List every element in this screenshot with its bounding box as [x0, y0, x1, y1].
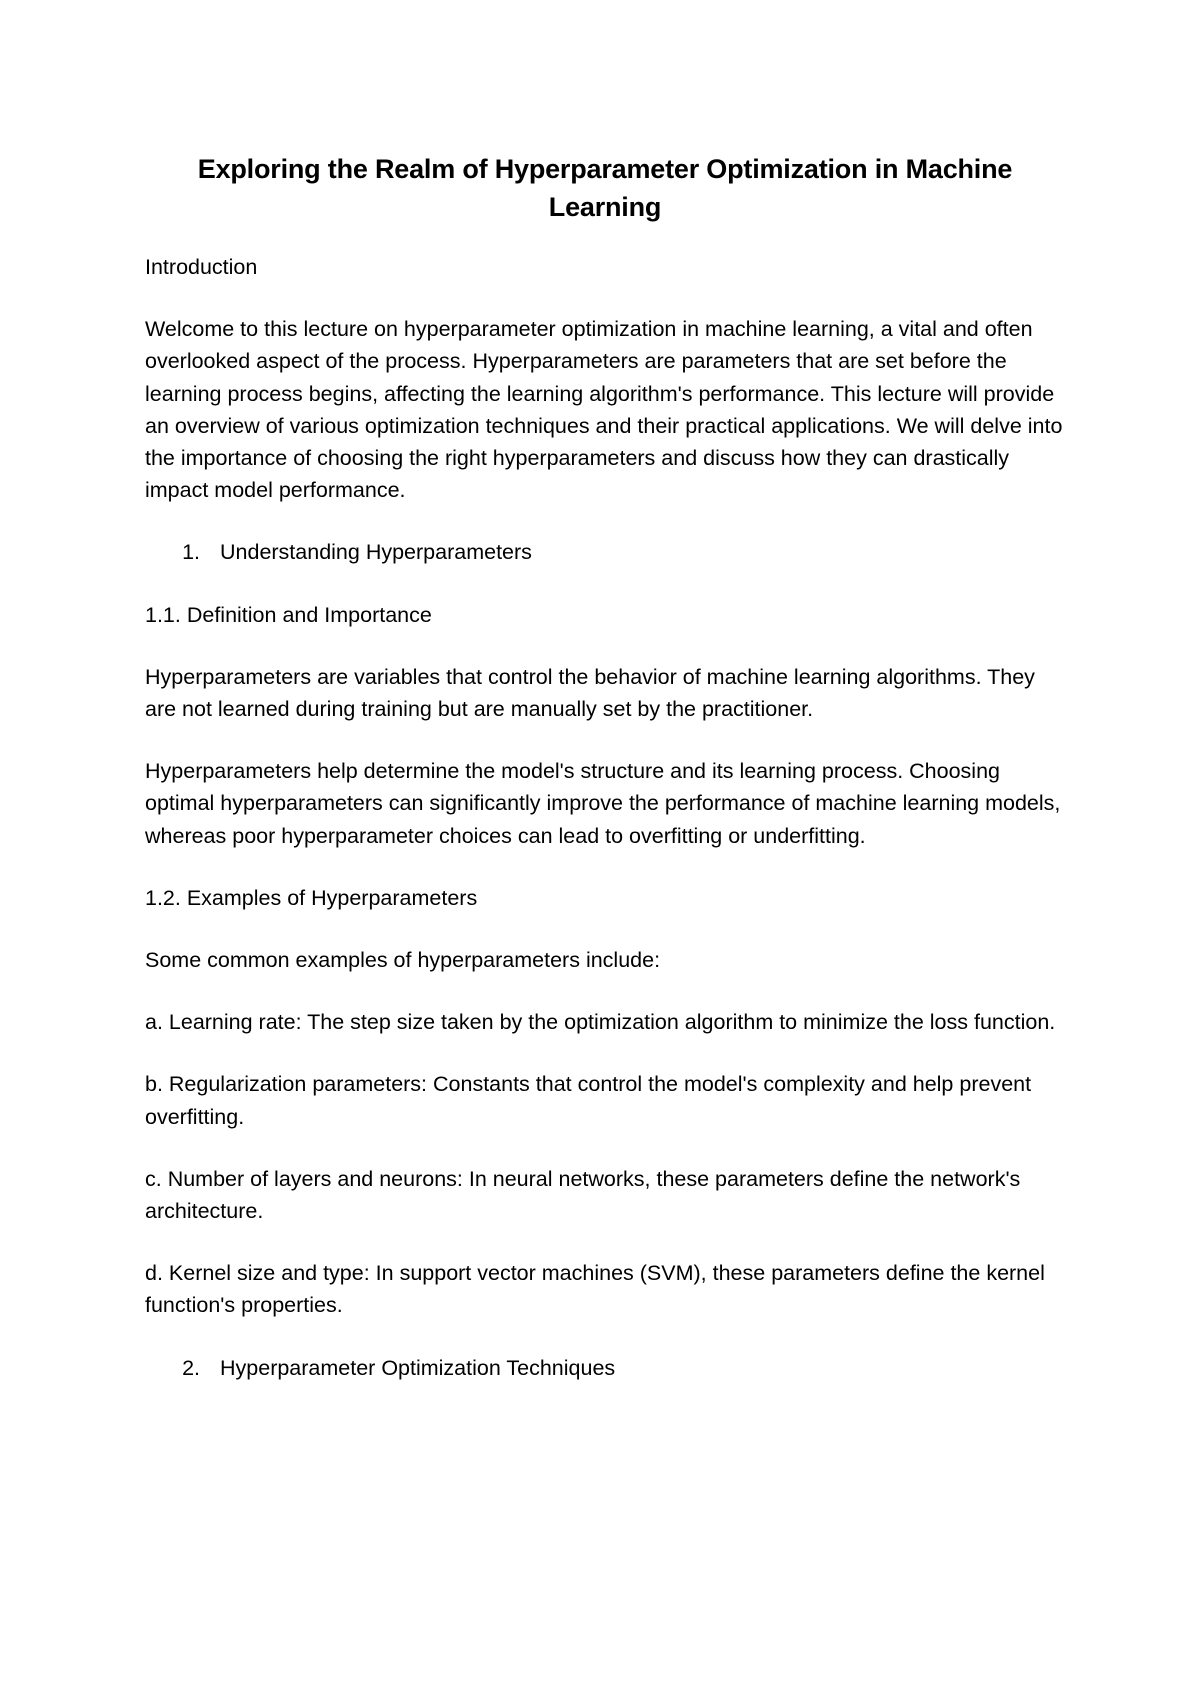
subsection-1-1-paragraph-1: Hyperparameters are variables that control the behavior of machine learning algorithms. They are not learned during training but are manually set by the practitioner. — [145, 664, 1035, 722]
section-1-heading — [145, 536, 1065, 568]
intro-paragraph: Welcome to this lecture on hyperparameter optimization in machine learning, a vital and often overlooked aspect of the process. Hyperparameters are parameters that are set before the learning process begins, affecting the learning algorithm's performance. This lecture will provide an overview of various optimization techniques and their practical applications. We will delve into the importance of choosing the right hyperparameters and discuss how they can drastically impact model performance. — [145, 317, 1063, 503]
list-item: a. Learning rate: The step size taken by the optimization algorithm to minimize the loss function. — [145, 1010, 1056, 1035]
list-item: d. Kernel size and type: In support vector machines (SVM), these parameters define the kernel function's properties. — [145, 1261, 1045, 1318]
document-title: Exploring the Realm of Hyperparameter Optimization in Machine Learning — [197, 154, 1013, 222]
subsection-1-1-heading: 1.1. Definition and Importance — [145, 602, 432, 627]
section-2-heading — [145, 1352, 1065, 1384]
list-item: c. Number of layers and neurons: In neural networks, these parameters define the network's architecture. — [145, 1166, 1021, 1224]
section-2-number: 2. — [182, 1355, 200, 1380]
document-page — [145, 150, 1065, 1414]
subsection-1-1-paragraph-2: Hyperparameters help determine the model's structure and its learning process. Choosing optimal hyperparameters can significantly improve the performance of machine learning models, whereas poor hyperparameter choices can lead to overfitting or underfitting. — [145, 759, 1061, 848]
list-item: b. Regularization parameters: Constants that control the model's complexity and help prevent overfitting. — [145, 1072, 1032, 1129]
section-2-title: Hyperparameter Optimization Techniques — [220, 1355, 616, 1380]
section-1-title: Understanding Hyperparameters — [220, 540, 532, 565]
subsection-1-2-intro: Some common examples of hyperparameters include: — [145, 948, 661, 973]
subsection-1-2-heading: 1.2. Examples of Hyperparameters — [145, 885, 478, 910]
intro-heading: Introduction — [145, 255, 258, 279]
section-1-number: 1. — [182, 540, 200, 565]
